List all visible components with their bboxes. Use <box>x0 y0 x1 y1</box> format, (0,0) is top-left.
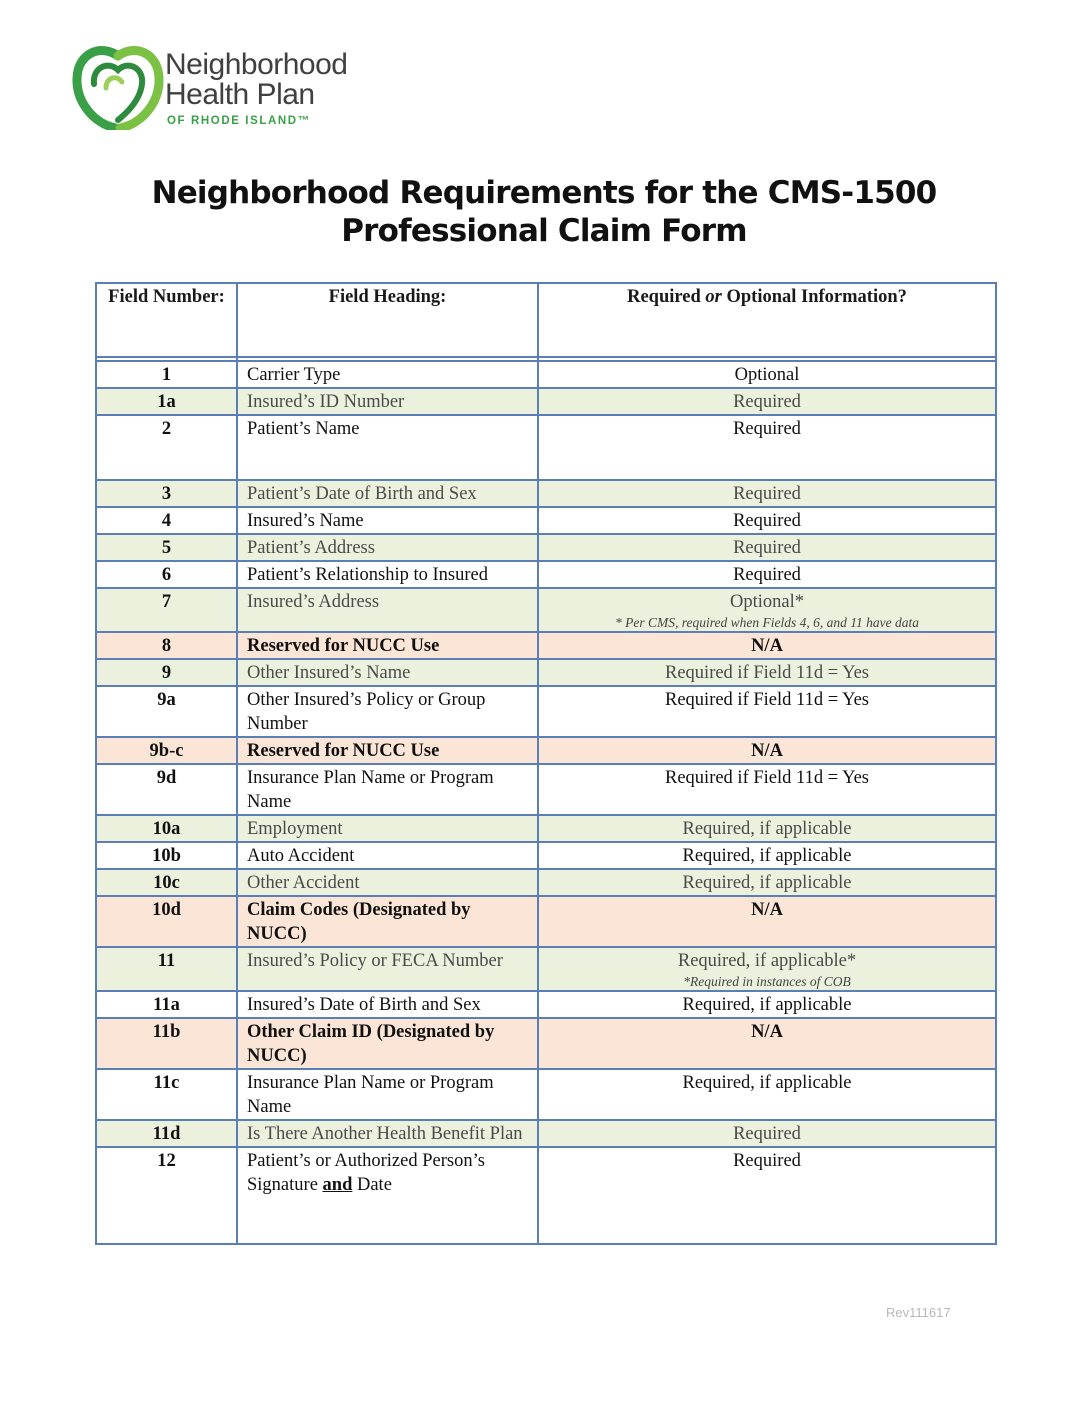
table-row <box>96 686 996 737</box>
requirement-text: Required, if applicable <box>682 1073 852 1093</box>
table-row <box>96 588 996 632</box>
requirement-text: Required, if applicable <box>682 846 852 866</box>
table-row <box>96 842 996 869</box>
field-heading-cell: Carrier Type <box>237 361 538 388</box>
field-heading-cell: Employment <box>237 815 538 842</box>
requirement-text: N/A <box>751 1022 783 1042</box>
field-heading-cell: Insured’s Name <box>237 507 538 534</box>
logo-text-line3: OF RHODE ISLAND™ <box>167 115 311 127</box>
requirement-cell <box>538 480 996 507</box>
table-row <box>96 764 996 815</box>
revision-label: Rev111617 <box>886 1305 951 1320</box>
field-heading-cell: Insured’s Date of Birth and Sex <box>237 991 538 1018</box>
table-row <box>96 480 996 507</box>
field-heading-cell: Patient’s Address <box>237 534 538 561</box>
requirement-text: Required <box>733 484 801 504</box>
requirement-cell <box>538 507 996 534</box>
table-row <box>96 361 996 388</box>
requirement-text: Required <box>733 538 801 558</box>
field-number-cell: 5 <box>96 534 237 561</box>
table-row <box>96 815 996 842</box>
field-number-cell: 10d <box>96 896 237 947</box>
field-number-cell: 11b <box>96 1018 237 1069</box>
table-row <box>96 1147 996 1244</box>
field-heading-cell <box>237 1147 538 1244</box>
field-number-cell: 1a <box>96 388 237 415</box>
field-number-cell: 6 <box>96 561 237 588</box>
field-number-cell: 11 <box>96 947 237 991</box>
requirement-cell <box>538 1147 996 1244</box>
requirement-text: Required, if applicable <box>682 995 852 1015</box>
requirement-note: *Required in instances of COB <box>683 974 851 989</box>
requirement-text: Required if Field 11d = Yes <box>665 663 869 683</box>
field-heading-cell: Auto Accident <box>237 842 538 869</box>
field-number-cell: 12 <box>96 1147 237 1244</box>
requirement-text: Required <box>733 565 801 585</box>
requirement-cell <box>538 1120 996 1147</box>
field-number-cell: 10c <box>96 869 237 896</box>
field-heading-text: Date <box>352 1175 392 1195</box>
field-heading-cell: Patient’s Date of Birth and Sex <box>237 480 538 507</box>
field-number-cell: 3 <box>96 480 237 507</box>
field-number-cell: 2 <box>96 415 237 480</box>
table-row <box>96 388 996 415</box>
requirement-cell <box>538 388 996 415</box>
field-heading-cell: Other Insured’s Name <box>237 659 538 686</box>
field-number-cell: 11c <box>96 1069 237 1120</box>
field-number-cell: 10a <box>96 815 237 842</box>
header-or-text: or <box>705 287 722 307</box>
nhp-logo <box>72 40 392 132</box>
requirement-cell <box>538 737 996 764</box>
header-optional-text: Optional Information? <box>721 287 907 307</box>
field-number-cell: 7 <box>96 588 237 632</box>
table-row <box>96 507 996 534</box>
field-number-cell: 9a <box>96 686 237 737</box>
requirement-cell <box>538 815 996 842</box>
table-row <box>96 991 996 1018</box>
field-number-cell: 9b-c <box>96 737 237 764</box>
field-heading-cell: Other Claim ID (Designated by NUCC) <box>237 1018 538 1069</box>
field-heading-cell: Other Accident <box>237 869 538 896</box>
field-heading-cell: Claim Codes (Designated by NUCC) <box>237 896 538 947</box>
header-required-text: Required <box>627 287 706 307</box>
requirement-text: Required, if applicable* <box>677 951 857 971</box>
field-heading-cell: Is There Another Health Benefit Plan <box>237 1120 538 1147</box>
requirement-cell <box>538 361 996 388</box>
field-number-cell: 8 <box>96 632 237 659</box>
requirement-cell <box>538 686 996 737</box>
requirement-text: Required <box>733 511 801 531</box>
table-row <box>96 947 996 991</box>
field-heading-cell: Insured’s Policy or FECA Number <box>237 947 538 991</box>
table-row <box>96 1018 996 1069</box>
requirement-text: Required, if applicable <box>682 819 852 839</box>
requirement-text: Optional* <box>730 592 804 612</box>
requirement-text: N/A <box>751 636 783 656</box>
requirement-cell <box>538 561 996 588</box>
requirement-note: * Per CMS, required when Fields 4, 6, and 11 have data <box>615 615 919 630</box>
requirement-text: Required if Field 11d = Yes <box>665 690 869 710</box>
requirement-cell <box>538 659 996 686</box>
table-row <box>96 869 996 896</box>
field-number-cell: 10b <box>96 842 237 869</box>
requirement-cell <box>538 869 996 896</box>
table-row <box>96 896 996 947</box>
header-required-optional <box>538 283 996 357</box>
table-row <box>96 1069 996 1120</box>
nhp-swirl-logo-icon <box>72 44 164 130</box>
requirement-text: N/A <box>751 741 783 761</box>
table-row <box>96 632 996 659</box>
requirement-text: Optional <box>734 365 800 385</box>
requirement-cell <box>538 947 996 991</box>
page-title-line1: Neighborhood Requirements for the CMS-1500 <box>151 175 937 211</box>
field-number-cell: 4 <box>96 507 237 534</box>
table-row <box>96 659 996 686</box>
requirement-cell <box>538 896 996 947</box>
field-heading-cell: Insurance Plan Name or Program Name <box>237 764 538 815</box>
field-heading-cell: Insured’s Address <box>237 588 538 632</box>
field-heading-cell: Reserved for NUCC Use <box>237 737 538 764</box>
requirement-cell <box>538 1069 996 1120</box>
requirement-cell <box>538 991 996 1018</box>
table-row <box>96 561 996 588</box>
field-number-cell: 11d <box>96 1120 237 1147</box>
requirement-cell <box>538 415 996 480</box>
header-field-heading: Field Heading: <box>237 283 538 357</box>
page-title <box>0 174 1088 250</box>
requirement-cell <box>538 534 996 561</box>
field-heading-text: Patient’s or Authorized Person’s Signature <box>247 1151 485 1195</box>
field-heading-cell: Patient’s Name <box>237 415 538 480</box>
field-number-cell: 9 <box>96 659 237 686</box>
table-row <box>96 1120 996 1147</box>
field-number-cell: 11a <box>96 991 237 1018</box>
requirement-text: Required, if applicable <box>682 873 852 893</box>
table-row <box>96 415 996 480</box>
requirement-text: Required <box>733 392 801 412</box>
field-heading-cell: Other Insured’s Policy or Group Number <box>237 686 538 737</box>
field-heading-cell: Insured’s ID Number <box>237 388 538 415</box>
logo-text-line1: Neighborhood <box>165 48 348 81</box>
requirement-cell <box>538 1018 996 1069</box>
requirement-text: Required if Field 11d = Yes <box>665 768 869 788</box>
claim-requirements-table <box>95 282 997 1245</box>
field-number-cell: 1 <box>96 361 237 388</box>
field-number-cell: 9d <box>96 764 237 815</box>
page-title-line2: Professional Claim Form <box>341 213 747 249</box>
requirement-text: Required <box>733 419 801 439</box>
requirement-text: N/A <box>751 900 783 920</box>
table-header-row <box>96 283 996 357</box>
field-heading-cell: Reserved for NUCC Use <box>237 632 538 659</box>
field-heading-emphasis: and <box>322 1175 353 1195</box>
requirement-cell <box>538 764 996 815</box>
field-heading-cell: Patient’s Relationship to Insured <box>237 561 538 588</box>
field-heading-cell: Insurance Plan Name or Program Name <box>237 1069 538 1120</box>
logo-text-line2: Health Plan <box>165 78 315 111</box>
header-field-number: Field Number: <box>96 283 237 357</box>
table-row <box>96 534 996 561</box>
requirement-cell <box>538 632 996 659</box>
requirement-cell <box>538 588 996 632</box>
requirement-text: Required <box>733 1151 801 1171</box>
requirement-text: Required <box>733 1124 801 1144</box>
table-row <box>96 737 996 764</box>
requirement-cell <box>538 842 996 869</box>
